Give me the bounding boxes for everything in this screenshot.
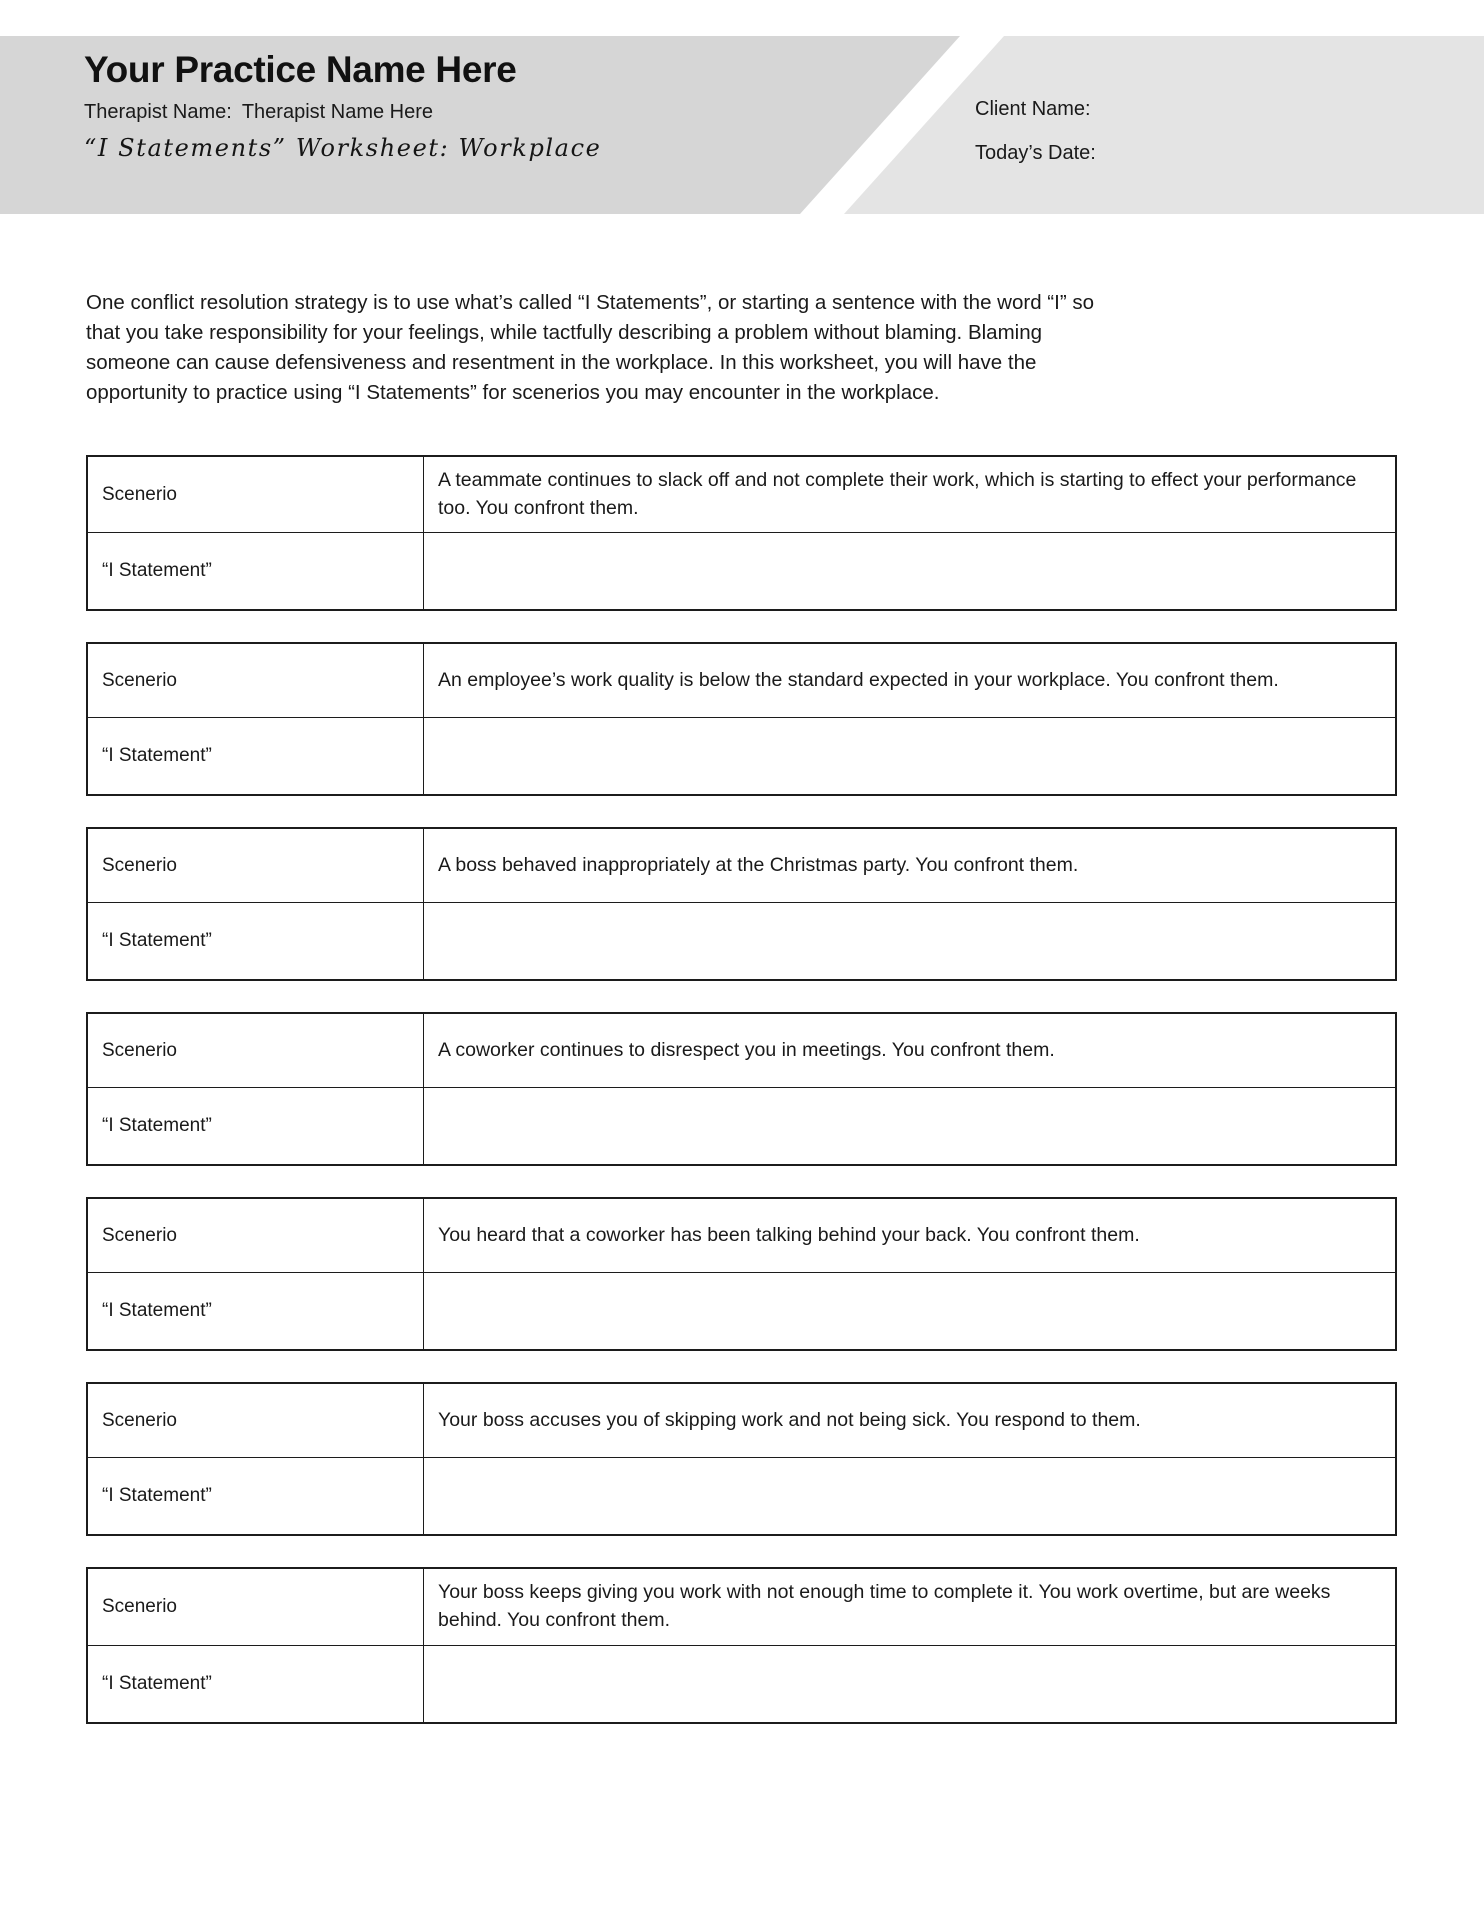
scenario-label: Scenerio bbox=[87, 643, 424, 718]
table-row bbox=[87, 1198, 1396, 1273]
scenario-label: Scenerio bbox=[87, 1383, 424, 1458]
client-name-label: Client Name: bbox=[975, 98, 1091, 120]
i-statement-answer-field[interactable] bbox=[424, 1458, 1397, 1536]
document-header bbox=[0, 36, 1484, 214]
scenario-table bbox=[86, 455, 1397, 611]
scenario-text: Your boss keeps giving you work with not enough time to complete it. You work overtime, but are weeks behind. You confront them. bbox=[424, 1568, 1397, 1645]
scenario-list bbox=[86, 455, 1397, 1755]
table-row bbox=[87, 1088, 1396, 1166]
scenario-table bbox=[86, 827, 1397, 981]
header-identity-block bbox=[84, 48, 844, 162]
scenario-table bbox=[86, 642, 1397, 796]
scenario-label: Scenerio bbox=[87, 828, 424, 903]
i-statement-answer-field[interactable] bbox=[424, 533, 1397, 611]
table-row bbox=[87, 1383, 1396, 1458]
i-statement-label: “I Statement” bbox=[87, 1645, 424, 1723]
scenario-label: Scenerio bbox=[87, 1198, 424, 1273]
table-row bbox=[87, 1458, 1396, 1536]
worksheet-title: “I Statements” Worksheet: Workplace bbox=[84, 133, 602, 162]
scenario-text: Your boss accuses you of skipping work and not being sick. You respond to them. bbox=[424, 1383, 1397, 1458]
i-statement-label: “I Statement” bbox=[87, 1458, 424, 1536]
i-statement-answer-field[interactable] bbox=[424, 903, 1397, 981]
practice-name: Your Practice Name Here bbox=[84, 49, 517, 90]
therapist-name-line bbox=[84, 101, 844, 124]
table-row bbox=[87, 1568, 1396, 1645]
scenario-label: Scenerio bbox=[87, 456, 424, 533]
therapist-name-label: Therapist Name: bbox=[84, 100, 232, 123]
scenario-text: An employee’s work quality is below the standard expected in your workplace. You confront them. bbox=[424, 643, 1397, 718]
i-statement-label: “I Statement” bbox=[87, 718, 424, 796]
table-row bbox=[87, 903, 1396, 981]
table-row bbox=[87, 828, 1396, 903]
i-statement-answer-field[interactable] bbox=[424, 718, 1397, 796]
intro-paragraph: One conflict resolution strategy is to use what’s called “I Statements”, or starting a sentence with the word “I” so that you take responsibility for your feelings, while tactfully describing a problem without blaming. Blaming someone can cause defensiveness and resentment in the workplace. In this worksheet, you will have the opportunity to practice using “I Statements” for scenerios you may encounter in the workplace. bbox=[86, 291, 1095, 405]
todays-date-label: Today’s Date: bbox=[975, 142, 1096, 164]
scenario-text: You heard that a coworker has been talking behind your back. You confront them. bbox=[424, 1198, 1397, 1273]
header-client-fields bbox=[975, 98, 1395, 186]
scenario-table bbox=[86, 1012, 1397, 1166]
scenario-table bbox=[86, 1382, 1397, 1536]
table-row bbox=[87, 1273, 1396, 1351]
therapist-name-value: Therapist Name Here bbox=[241, 100, 434, 123]
table-row bbox=[87, 718, 1396, 796]
i-statement-answer-field[interactable] bbox=[424, 1088, 1397, 1166]
i-statement-answer-field[interactable] bbox=[424, 1645, 1397, 1723]
i-statement-label: “I Statement” bbox=[87, 903, 424, 981]
scenario-table bbox=[86, 1197, 1397, 1351]
scenario-label: Scenerio bbox=[87, 1013, 424, 1088]
scenario-text: A coworker continues to disrespect you in meetings. You confront them. bbox=[424, 1013, 1397, 1088]
scenario-text: A teammate continues to slack off and not complete their work, which is starting to effect your performance too. You confront them. bbox=[424, 456, 1397, 533]
scenario-label: Scenerio bbox=[87, 1568, 424, 1645]
scenario-table bbox=[86, 1567, 1397, 1723]
i-statement-label: “I Statement” bbox=[87, 533, 424, 611]
table-row bbox=[87, 456, 1396, 533]
scenario-text: A boss behaved inappropriately at the Christmas party. You confront them. bbox=[424, 828, 1397, 903]
i-statement-label: “I Statement” bbox=[87, 1088, 424, 1166]
table-row bbox=[87, 533, 1396, 611]
table-row bbox=[87, 643, 1396, 718]
i-statement-label: “I Statement” bbox=[87, 1273, 424, 1351]
i-statement-answer-field[interactable] bbox=[424, 1273, 1397, 1351]
table-row bbox=[87, 1645, 1396, 1723]
table-row bbox=[87, 1013, 1396, 1088]
